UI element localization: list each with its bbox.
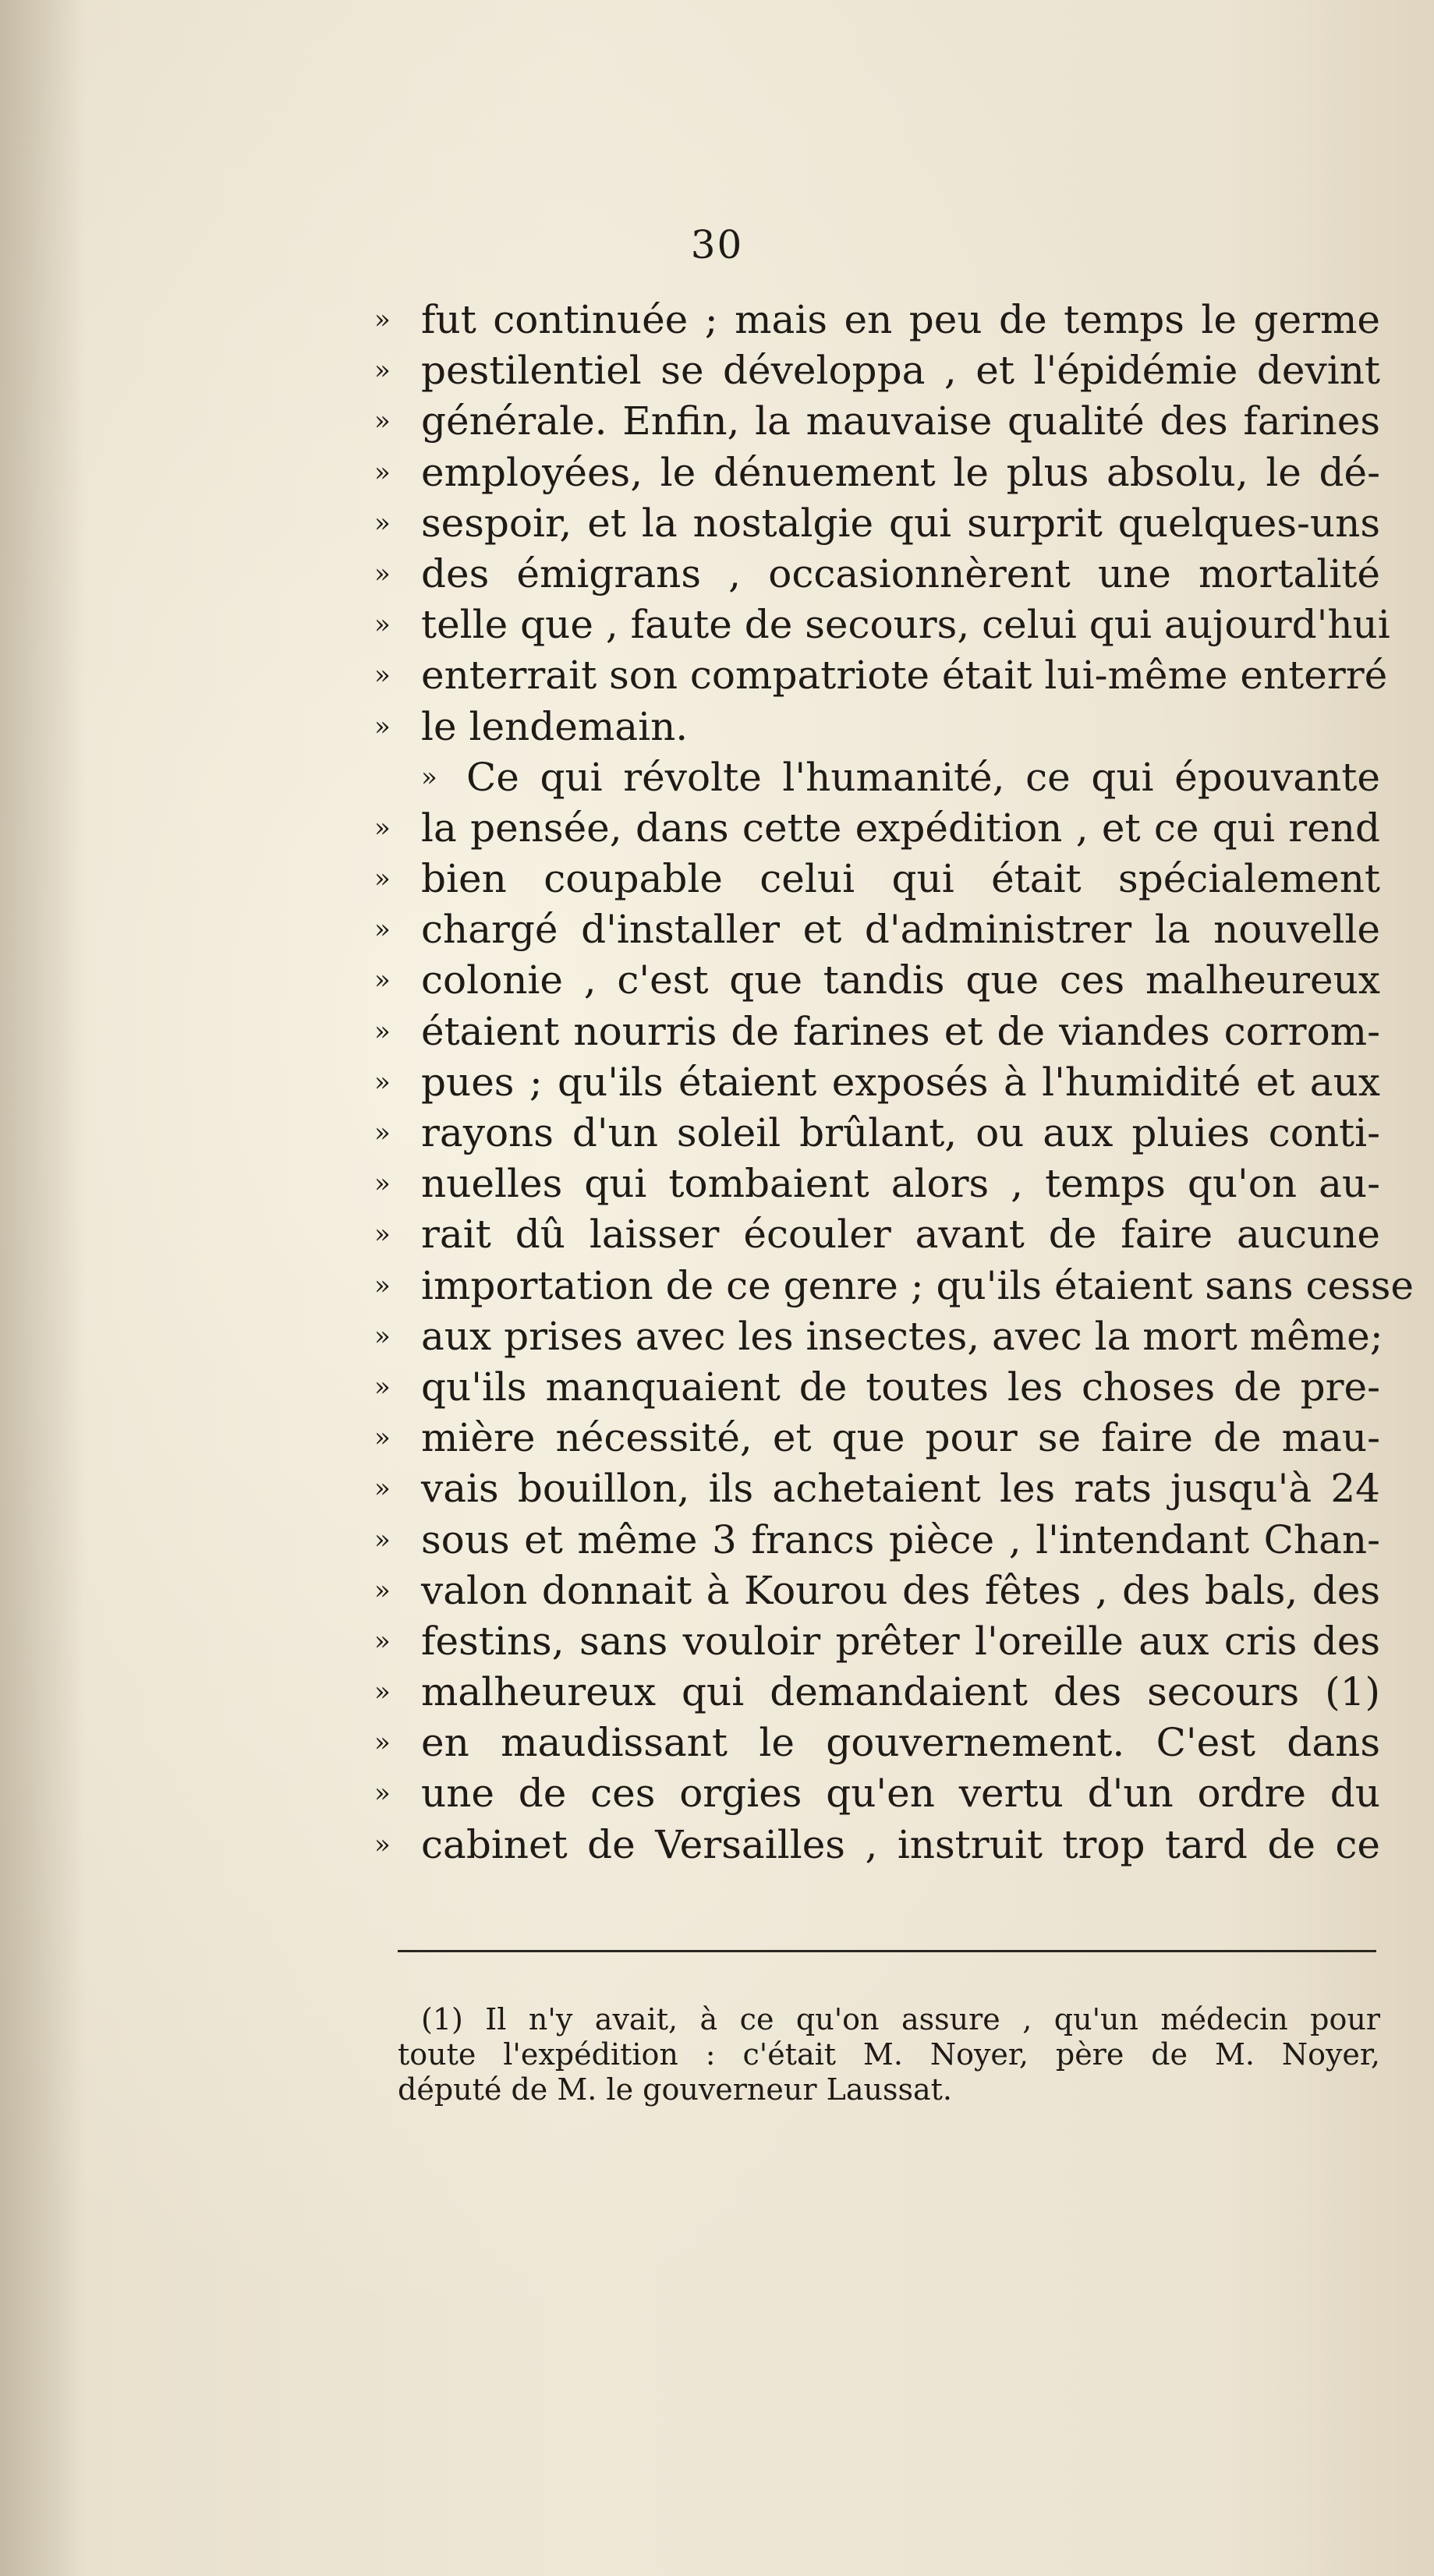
quote-mark: »: [374, 660, 391, 692]
text-line: [374, 1667, 1380, 1718]
quote-mark: »: [374, 863, 391, 895]
line-text: des émigrans , occasionnèrent une mortalité: [421, 550, 1380, 596]
line-text: qu'ils manquaient de toutes les choses de pre-: [421, 1364, 1380, 1410]
text-line: [374, 803, 1380, 854]
line-text: générale. Enfin, la mauvaise qualité des farines: [421, 398, 1380, 444]
text-line: [374, 1566, 1380, 1616]
text-line: [374, 1007, 1380, 1057]
quote-mark: »: [374, 1473, 391, 1505]
line-text: rait dû laisser écouler avant de faire aucune: [421, 1212, 1380, 1258]
line-text: employées, le dénuement le plus absolu, le dé-: [421, 449, 1380, 495]
line-text: enterrait son compatriote était lui-même enterré: [421, 653, 1388, 699]
quote-mark: »: [374, 812, 391, 844]
line-text: bien coupable celui qui était spécialement: [421, 856, 1380, 902]
quote-mark: »: [374, 710, 391, 742]
text-line: [374, 1768, 1380, 1819]
text-line: [374, 295, 1380, 345]
text-line: [374, 1311, 1383, 1362]
line-text: pestilentiel se développa , et l'épidémie devint: [421, 348, 1380, 394]
text-line: [374, 955, 1380, 1006]
text-line: [374, 1362, 1380, 1413]
quote-mark: »: [374, 914, 391, 946]
footnote-line: toute l'expédition : c'était M. Noyer, père de M. Noyer,: [398, 2037, 1380, 2072]
text-line: [374, 600, 1390, 650]
quote-mark: »: [374, 1523, 391, 1555]
text-line: [374, 448, 1380, 498]
text-line: [374, 1463, 1380, 1514]
line-text: en maudissant le gouvernement. C'est dans: [421, 1720, 1380, 1766]
line-text: malheureux qui demandaient des secours (1): [421, 1669, 1380, 1715]
quote-mark: »: [374, 405, 391, 437]
line-text: vais bouillon, ils achetaient les rats jusqu'à 24: [421, 1466, 1380, 1512]
gutter-shadow: [0, 0, 86, 2576]
quote-mark: »: [374, 355, 391, 387]
quote-mark: »: [374, 304, 391, 335]
quote-mark: »: [374, 1422, 391, 1454]
page-number: 30: [690, 222, 744, 267]
line-text: aux prises avec les insectes, avec la mort même;: [421, 1313, 1383, 1359]
line-text: cabinet de Versailles , instruit trop tard de ce: [421, 1821, 1380, 1867]
line-text: une de ces orgies qu'en vertu d'un ordre du: [421, 1771, 1380, 1817]
line-text: telle que , faute de secours, celui qui aujourd'hui: [421, 602, 1390, 648]
quote-mark: »: [374, 964, 391, 996]
quote-mark: »: [374, 1828, 391, 1860]
quote-mark: »: [374, 456, 391, 488]
quote-mark: »: [374, 1015, 391, 1047]
text-line: [374, 549, 1380, 600]
quote-mark: »: [374, 557, 391, 589]
text-line: [374, 1261, 1414, 1311]
quote-mark: »: [374, 1117, 391, 1148]
quote-mark: »: [374, 1371, 391, 1403]
text-line: [374, 702, 1380, 752]
text-line: [374, 396, 1380, 447]
body-text: [374, 295, 1414, 1870]
text-line: [374, 854, 1380, 904]
text-line: [374, 1718, 1380, 1768]
quote-mark: »: [374, 1676, 391, 1708]
footnote-divider: [398, 1950, 1376, 1952]
quote-mark: »: [374, 609, 391, 641]
line-text: mière nécessité, et que pour se faire de mau-: [421, 1415, 1380, 1461]
text-line: [374, 752, 1380, 803]
text-line: [374, 904, 1380, 955]
quote-mark: »: [421, 761, 437, 793]
text-line: [374, 1057, 1380, 1108]
quote-mark: »: [374, 1168, 391, 1200]
line-text: sous et même 3 francs pièce , l'intendant Chan-: [421, 1516, 1380, 1562]
text-line: [374, 1616, 1380, 1667]
quote-mark: »: [374, 1219, 391, 1251]
line-text: chargé d'installer et d'administrer la nouvelle: [421, 907, 1380, 953]
text-line: [374, 1159, 1380, 1209]
line-text: importation de ce genre ; qu'ils étaient sans cesse: [421, 1262, 1414, 1308]
line-text: fut continuée ; mais en peu de temps le germe: [421, 297, 1380, 342]
text-line: [374, 1209, 1380, 1260]
line-text: sespoir, et la nostalgie qui surprit quelques-uns: [421, 500, 1380, 546]
footnote-line: (1) Il n'y avait, à ce qu'on assure , qu'un médecin pour: [421, 2002, 1380, 2036]
line-text: la pensée, dans cette expédition , et ce qui rend: [421, 805, 1380, 851]
footnote-line: député de M. le gouverneur Laussat.: [398, 2072, 952, 2107]
quote-mark: »: [374, 1727, 391, 1759]
text-line: [374, 498, 1380, 549]
quote-mark: »: [374, 1625, 391, 1657]
quote-mark: »: [374, 507, 391, 539]
text-line: [374, 1108, 1380, 1159]
text-line: [374, 650, 1388, 701]
line-text: valon donnait à Kourou des fêtes , des bals, des: [421, 1567, 1380, 1613]
line-text: nuelles qui tombaient alors , temps qu'on au-: [421, 1161, 1380, 1207]
line-text: Ce qui révolte l'humanité, ce qui épouvante: [466, 754, 1380, 800]
line-text: pues ; qu'ils étaient exposés à l'humidité et aux: [421, 1059, 1380, 1105]
quote-mark: »: [374, 1778, 391, 1810]
text-line: [374, 1515, 1380, 1566]
text-line: [374, 1820, 1380, 1870]
line-text: festins, sans vouloir prêter l'oreille aux cris des: [421, 1618, 1380, 1664]
line-text: rayons d'un soleil brûlant, ou aux pluies conti-: [421, 1110, 1380, 1155]
line-text: colonie , c'est que tandis que ces malheureux: [421, 957, 1380, 1003]
footnote: [398, 2002, 1380, 2107]
line-text: le lendemain.: [421, 703, 689, 749]
text-line: [374, 345, 1380, 396]
quote-mark: »: [374, 1320, 391, 1352]
quote-mark: »: [374, 1066, 391, 1098]
text-line: [374, 1413, 1380, 1463]
quote-mark: »: [374, 1574, 391, 1606]
line-text: étaient nourris de farines et de viandes corrom-: [421, 1008, 1380, 1054]
quote-mark: »: [374, 1269, 391, 1301]
